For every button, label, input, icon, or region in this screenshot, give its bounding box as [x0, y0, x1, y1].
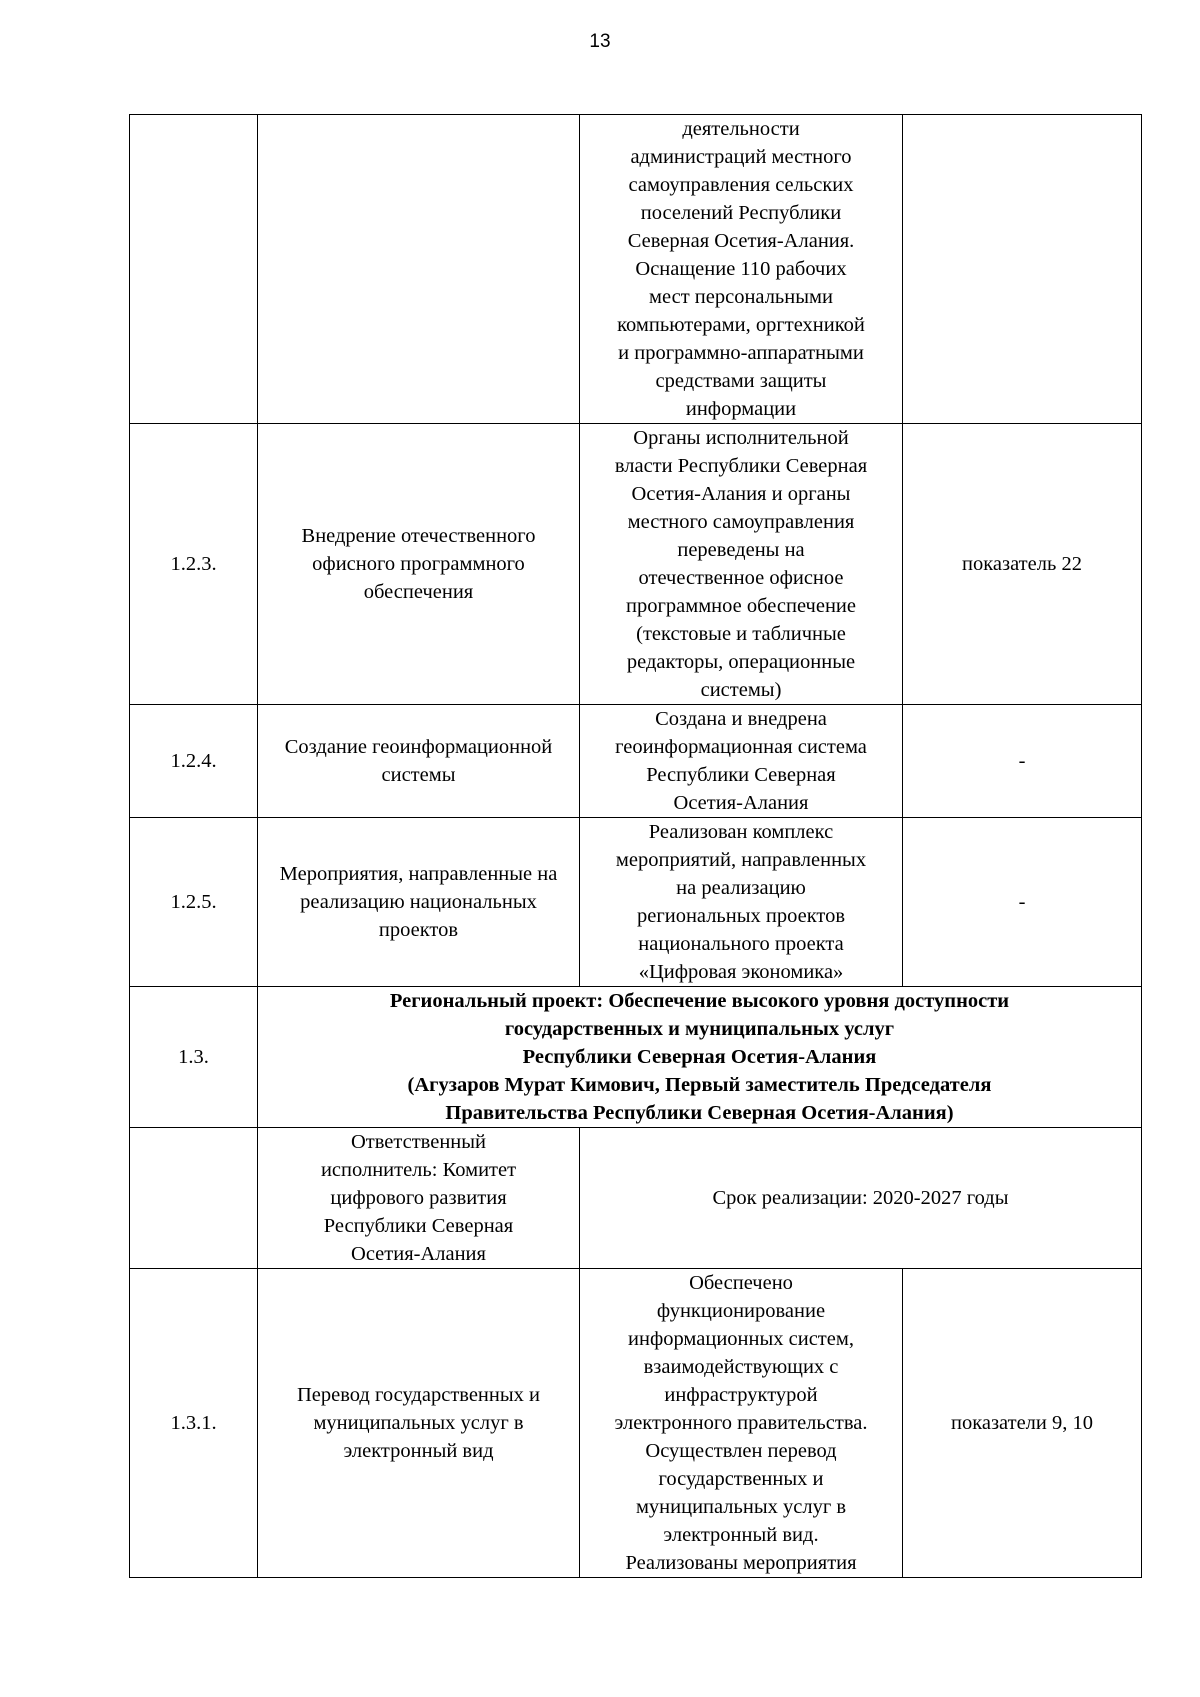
- indicator-cell: [903, 115, 1142, 424]
- row-number: 1.3.: [130, 987, 258, 1128]
- table-row: [130, 705, 1142, 818]
- project-header-row: [130, 987, 1142, 1128]
- table-row: [130, 1269, 1142, 1578]
- indicator-cell: -: [903, 818, 1142, 987]
- event-cell: Перевод государственных и муниципальных услуг в электронный вид: [258, 1269, 580, 1578]
- row-number: 1.2.4.: [130, 705, 258, 818]
- result-cell: Создана и внедрена геоинформационная система Республики Северная Осетия-Алания: [580, 705, 903, 818]
- indicator-cell: -: [903, 705, 1142, 818]
- table-row: [130, 818, 1142, 987]
- result-cell: Обеспечено функционирование информационных систем, взаимодействующих с инфраструктурой электронного правительства. Осуществлен перевод государственных и муниципальных услуг в электронный вид. Реализованы мероприятия: [580, 1269, 903, 1578]
- result-cell: деятельности администраций местного самоуправления сельских поселений Республики Северная Осетия-Алания. Оснащение 110 рабочих мест персональными компьютерами, оргтехникой и программно-аппаратными средствами защиты информации: [580, 115, 903, 424]
- project-info-row: [130, 1128, 1142, 1269]
- row-number: 1.2.3.: [130, 424, 258, 705]
- result-cell: Органы исполнительной власти Республики Северная Осетия-Алания и органы местного самоуправления переведены на отечественное офисное программное обеспечение (текстовые и табличные редакторы, операционные системы): [580, 424, 903, 705]
- implementation-term: Срок реализации: 2020-2027 годы: [580, 1128, 1142, 1269]
- table-row: [130, 115, 1142, 424]
- row-number: [130, 115, 258, 424]
- page-number: 13: [589, 31, 611, 52]
- responsible-executor: Ответственный исполнитель: Комитет цифрового развития Республики Северная Осетия-Алания: [258, 1128, 580, 1269]
- event-cell: Создание геоинформационной системы: [258, 705, 580, 818]
- event-cell: Мероприятия, направленные на реализацию национальных проектов: [258, 818, 580, 987]
- result-cell: Реализован комплекс мероприятий, направленных на реализацию региональных проектов национального проекта «Цифровая экономика»: [580, 818, 903, 987]
- project-title: Региональный проект: Обеспечение высокого уровня доступности государственных и муниципальных услуг Республики Северная Осетия-Алания (Агузаров Мурат Кимович, Первый заместитель Председателя Правительства Республики Северная Осетия-Алания): [258, 987, 1142, 1128]
- event-cell: [258, 115, 580, 424]
- row-number: 1.3.1.: [130, 1269, 258, 1578]
- event-cell: Внедрение отечественного офисного программного обеспечения: [258, 424, 580, 705]
- indicator-cell: показатель 22: [903, 424, 1142, 705]
- row-number: 1.2.5.: [130, 818, 258, 987]
- measures-table: [129, 114, 1142, 1578]
- row-number: [130, 1128, 258, 1269]
- table-row: [130, 424, 1142, 705]
- indicator-cell: показатели 9, 10: [903, 1269, 1142, 1578]
